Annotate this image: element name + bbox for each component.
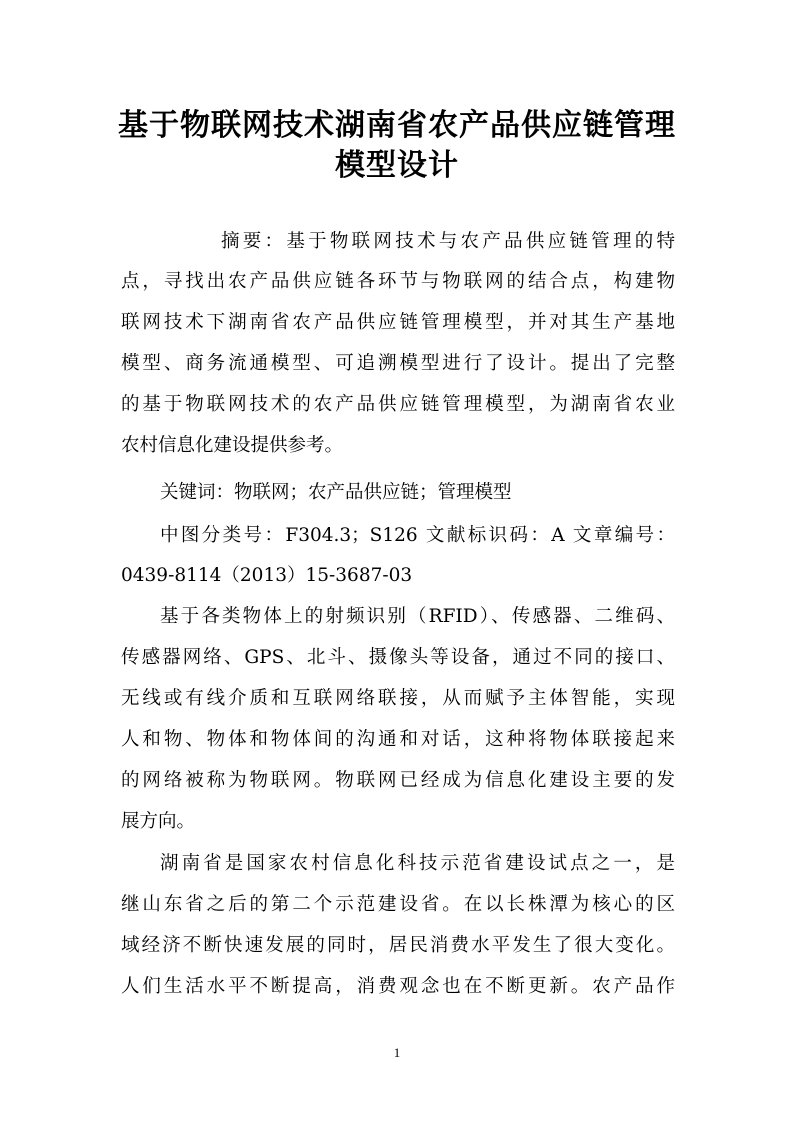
page-number: 1 — [393, 1045, 401, 1060]
classification-line-1: 中图分类号：F304.3；S126 文献标识码：A 文章编号： — [160, 525, 675, 546]
classification-line-2: 0439-8114（2013）15-3687-03 — [121, 565, 413, 586]
abstract-line: 模型、商务流通模型、可追溯模型进行了设计。提出了完整 — [121, 353, 675, 374]
title-line-1: 基于物联网技术湖南省农产品供应链管理 — [118, 108, 676, 143]
abstract-line: 的基于物联网技术的农产品供应链管理模型，为湖南省农业 — [121, 394, 675, 415]
title-line-2: 模型设计 — [335, 148, 459, 183]
abstract-line: 点，寻找出农产品供应链各环节与物联网的结合点，构建物 — [121, 271, 675, 292]
body-line: 传感器网络、GPS、北斗、摄像头等设备，通过不同的接口、 — [121, 647, 675, 668]
abstract-line: 摘要：基于物联网技术与农产品供应链管理的特 — [221, 231, 675, 252]
keywords: 关键词：物联网；农产品供应链；管理模型 — [160, 482, 512, 503]
body-line: 继山东省之后的第二个示范建设省。在以长株潭为核心的区 — [121, 894, 675, 915]
abstract-line: 农村信息化建设提供参考。 — [121, 435, 344, 456]
body-line: 域经济不断快速发展的同时，居民消费水平发生了很大变化。 — [121, 935, 675, 956]
body-line: 展方向。 — [121, 811, 196, 832]
body-line: 人和物、物体和物体间的沟通和对话，这种将物体联接起来 — [121, 729, 675, 750]
body-line: 的网络被称为物联网。物联网已经成为信息化建设主要的发 — [121, 770, 675, 791]
body-line: 人们生活水平不断提高，消费观念也在不断更新。农产品作 — [121, 976, 675, 997]
body-line: 基于各类物体上的射频识别（RFID）、传感器、二维码、 — [160, 606, 675, 627]
body-line: 湖南省是国家农村信息化科技示范省建设试点之一，是 — [160, 853, 675, 874]
body-line: 无线或有线介质和互联网络联接，从而赋予主体智能，实现 — [121, 688, 675, 709]
abstract-line: 联网技术下湖南省农产品供应链管理模型，并对其生产基地 — [121, 312, 675, 333]
